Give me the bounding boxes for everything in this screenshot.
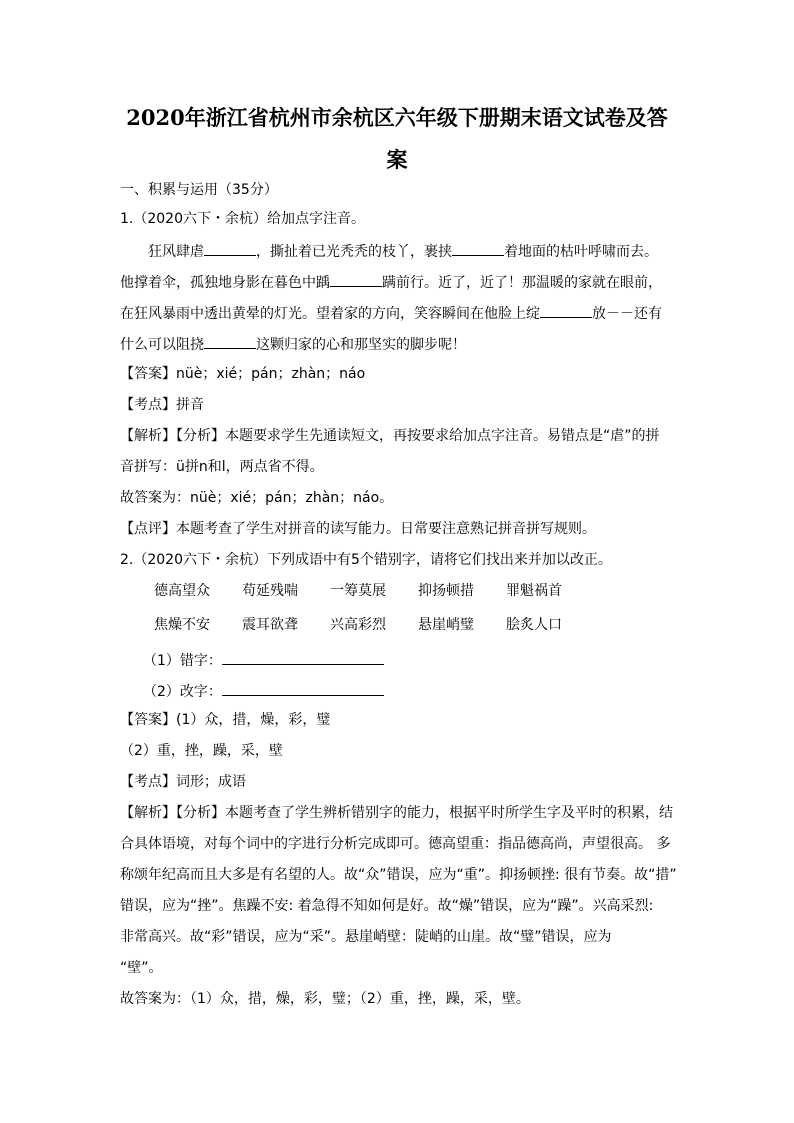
q2-conclusion: 故答案为：（1）众，措，燥，彩，璧；（2）重，挫，躁，采，壁。	[120, 991, 530, 1007]
q2-blank-label: （1）错字：	[143, 653, 222, 669]
q1-blank-2	[452, 241, 504, 256]
idiom-item: 一筹莫展	[330, 583, 386, 599]
section-heading: 一、积累与运用（35分）	[120, 182, 278, 198]
q1-analysis-line2: 音拼写：ü拼n和l，两点省不得。	[120, 459, 324, 475]
q1-text: 着地面的枯叶呼啸而去。	[504, 244, 658, 260]
q1-text: 在狂风暴雨中透出黄晕的灯光。望着家的方向，笑容瞬间在他脸上绽	[120, 306, 540, 322]
q2-analysis-line4: 错误，应为“挫”。焦躁不安: 着急得不知如何是好。故“燥”错误，应为“躁”。兴高采烈:	[120, 898, 654, 914]
q1-blank-3	[330, 272, 382, 287]
q1-comment: 【点评】本题考查了学生对拼音的读写能力。日常要注意熟记拼音拼写规则。	[120, 521, 596, 537]
q1-passage-line3	[120, 303, 662, 323]
q1-answer: 【答案】nüè；xié；pán；zhàn；náo	[120, 366, 366, 382]
idiom-item: 抑扬顿措	[418, 583, 474, 599]
q2-answer-line2: （2）重，挫，躁，采，壁	[120, 743, 283, 759]
q1-blank-4	[540, 303, 592, 318]
q2-analysis-line2: 合具体语境，对每个词中的字进行分析完成即可。德高望重：指品德高尚，声望很高。 多	[120, 836, 671, 852]
q2-wrong-chars-blank	[222, 650, 384, 665]
q2-correct-chars-blank	[222, 681, 384, 696]
q1-stem: 1.（2020六下・余杭）给加点字注音。	[120, 211, 365, 227]
document-title-line2: 案	[386, 147, 408, 172]
q2-blank-label: （2）改字：	[143, 684, 222, 700]
q1-passage-line2	[120, 272, 662, 292]
q2-stem: 2.（2020六下・余杭）下列成语中有5个错别字，请将它们找出来并加以改正。	[120, 552, 612, 568]
q2-analysis-line5: 非常高兴。故“彩”错误，应为“采”。悬崖峭壁：陡峭的山崖。故“璧”错误，应为	[120, 929, 612, 945]
q1-point: 【考点】拼音	[120, 397, 204, 413]
q2-analysis-line3: 称颂年纪高而且大多是有名望的人。故“众”错误，应为“重”。抑扬顿挫: 很有节奏。故“措”	[120, 867, 677, 883]
q2-answer-line1: 【答案】(1）众，措，燥，彩，璧	[120, 712, 331, 728]
idiom-item: 悬崖峭璧	[418, 617, 474, 633]
q1-passage-line4	[120, 334, 466, 354]
idiom-item: 兴高彩烈	[330, 617, 386, 633]
idiom-item: 脍炙人口	[506, 617, 562, 633]
q2-analysis-line6: “壁”。	[120, 960, 163, 976]
q1-passage-line1	[148, 241, 658, 261]
q1-conclusion: 故答案为：nüè；xié；pán；zhàn；náo。	[120, 490, 394, 506]
q1-blank-1	[204, 241, 256, 256]
q1-text: 什么可以阻挠	[120, 337, 204, 353]
q2-analysis-line1: 【解析】【分析】本题考查了学生辨析错别字的能力，根据平时所学生字及平时的积累，结	[120, 805, 673, 821]
document-title-line1: 2020年浙江省杭州市余杭区六年级下册期末语文试卷及答	[126, 105, 668, 130]
q2-wrong-chars-line	[143, 650, 384, 670]
q1-text: 这颗归家的心和那坚实的脚步呢！	[256, 337, 466, 353]
q2-correct-chars-line	[143, 681, 384, 701]
idiom-item: 苟延残喘	[242, 583, 298, 599]
q1-blank-5	[204, 334, 256, 349]
q2-point: 【考点】词形；成语	[120, 774, 246, 790]
q1-text: 他撑着伞，孤独地身影在暮色中踽	[120, 275, 330, 291]
q1-text: 狂风肆虐	[148, 244, 204, 260]
q1-text: ，撕扯着已光秃秃的枝丫，裹挟	[256, 244, 452, 260]
idiom-item: 罪魁祸首	[506, 583, 562, 599]
q1-analysis-line1: 【解析】【分析】本题要求学生先通读短文，再按要求给加点字注音。易错点是“虐”的拼	[120, 428, 660, 444]
q1-text: 放－－还有	[592, 306, 662, 322]
idiom-item: 德高望众	[154, 583, 210, 599]
idiom-item: 焦燥不安	[154, 617, 210, 633]
q1-text: 蹒前行。近了，近了！那温暖的家就在眼前，	[382, 275, 662, 291]
idiom-item: 震耳欲聋	[242, 617, 298, 633]
